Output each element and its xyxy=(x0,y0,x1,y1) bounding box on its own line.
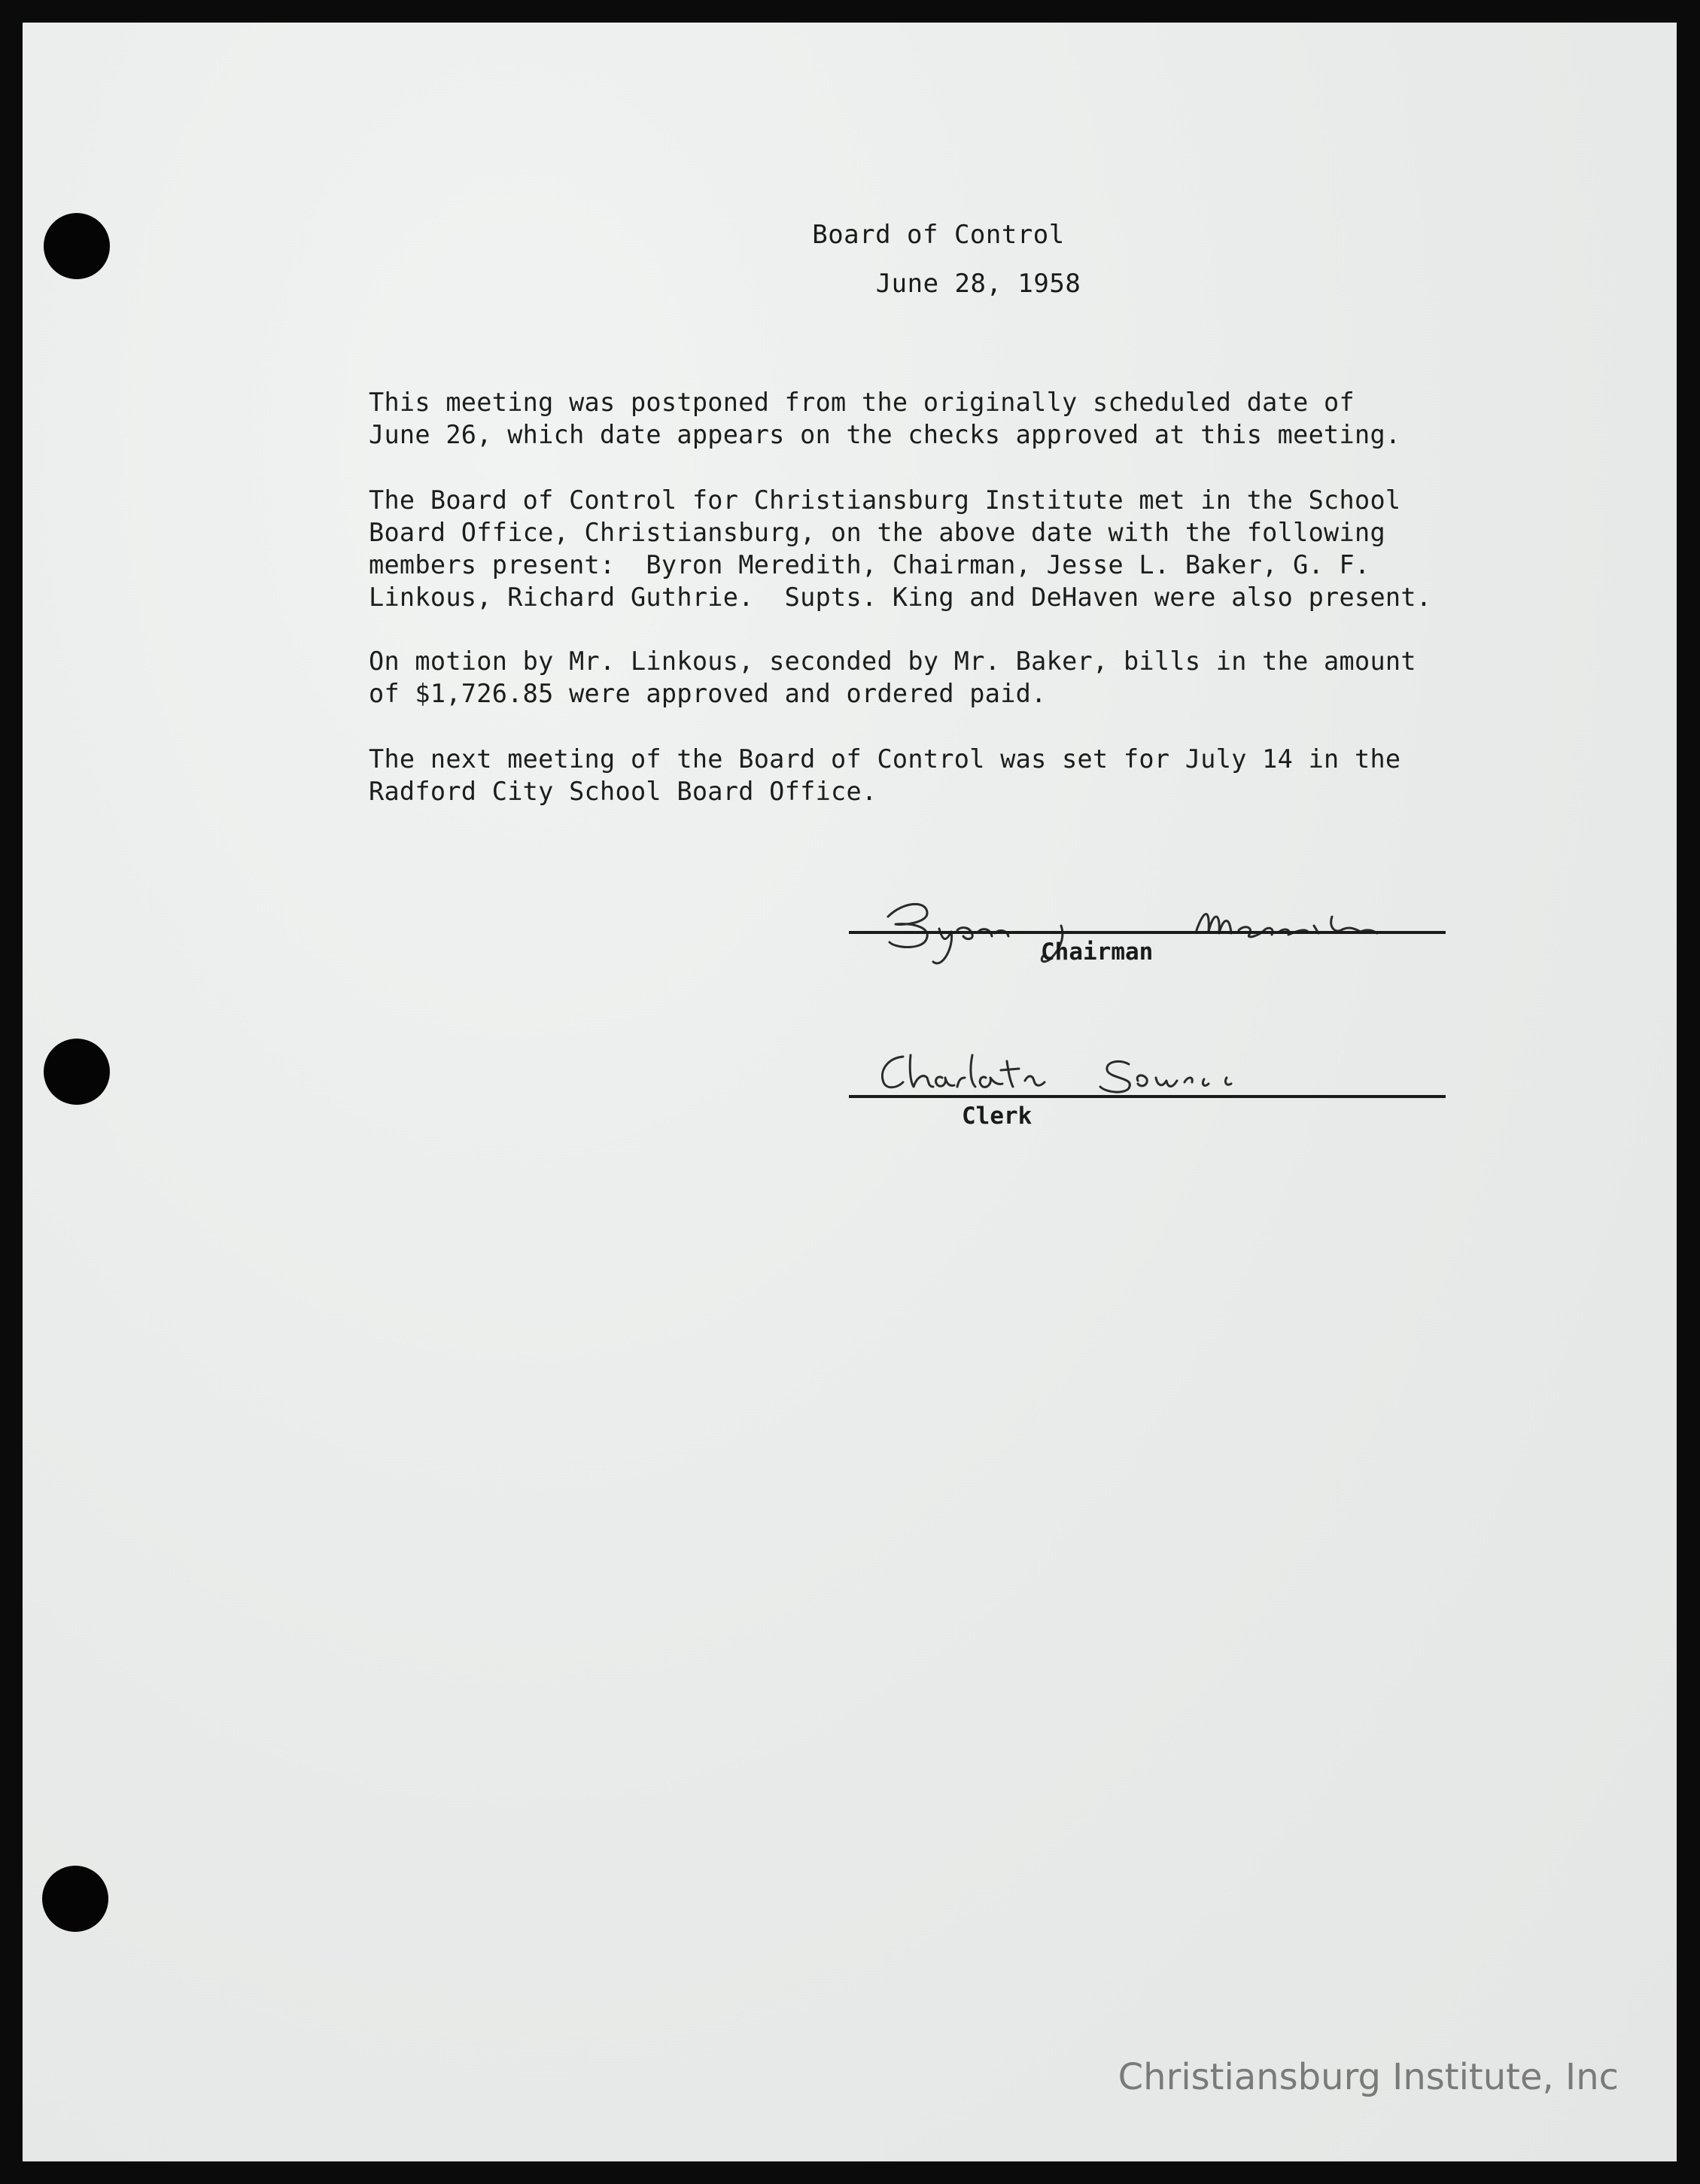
paragraph-attendance: The Board of Control for Christiansburg Institute met in the School Board Office, Christiansburg, on the above date with the following members present: Byron Meredith, Chairman, Jesse L. Baker, G. F. Linkous, Richard Guthrie. Supts. King and DeHaven were also present. xyxy=(369,485,1432,612)
document-date: June 28, 1958 xyxy=(875,269,1081,299)
punch-hole xyxy=(42,1866,108,1932)
watermark-text: Christiansburg Institute, Inc xyxy=(1118,2056,1619,2098)
paragraph-next-meeting: The next meeting of the Board of Control was set for July 14 in the Radford City School Board Office. xyxy=(369,744,1401,806)
chairman-label: Chairman xyxy=(1041,938,1154,966)
paragraph-postponement: This meeting was postponed from the originally scheduled date of June 26, which date appears on the checks approved at this meeting. xyxy=(369,388,1401,449)
document-title: Board of Control xyxy=(812,220,1065,250)
clerk-handwritten-signature xyxy=(873,1048,1445,1100)
chairman-signature-line xyxy=(849,931,1446,934)
paragraph-bills-motion: On motion by Mr. Linkous, seconded by Mr. Baker, bills in the amount of $1,726.85 were approved and ordered paid. xyxy=(369,646,1416,708)
punch-hole xyxy=(44,1039,110,1105)
clerk-label: Clerk xyxy=(962,1103,1032,1130)
clerk-signature-line xyxy=(849,1095,1446,1098)
